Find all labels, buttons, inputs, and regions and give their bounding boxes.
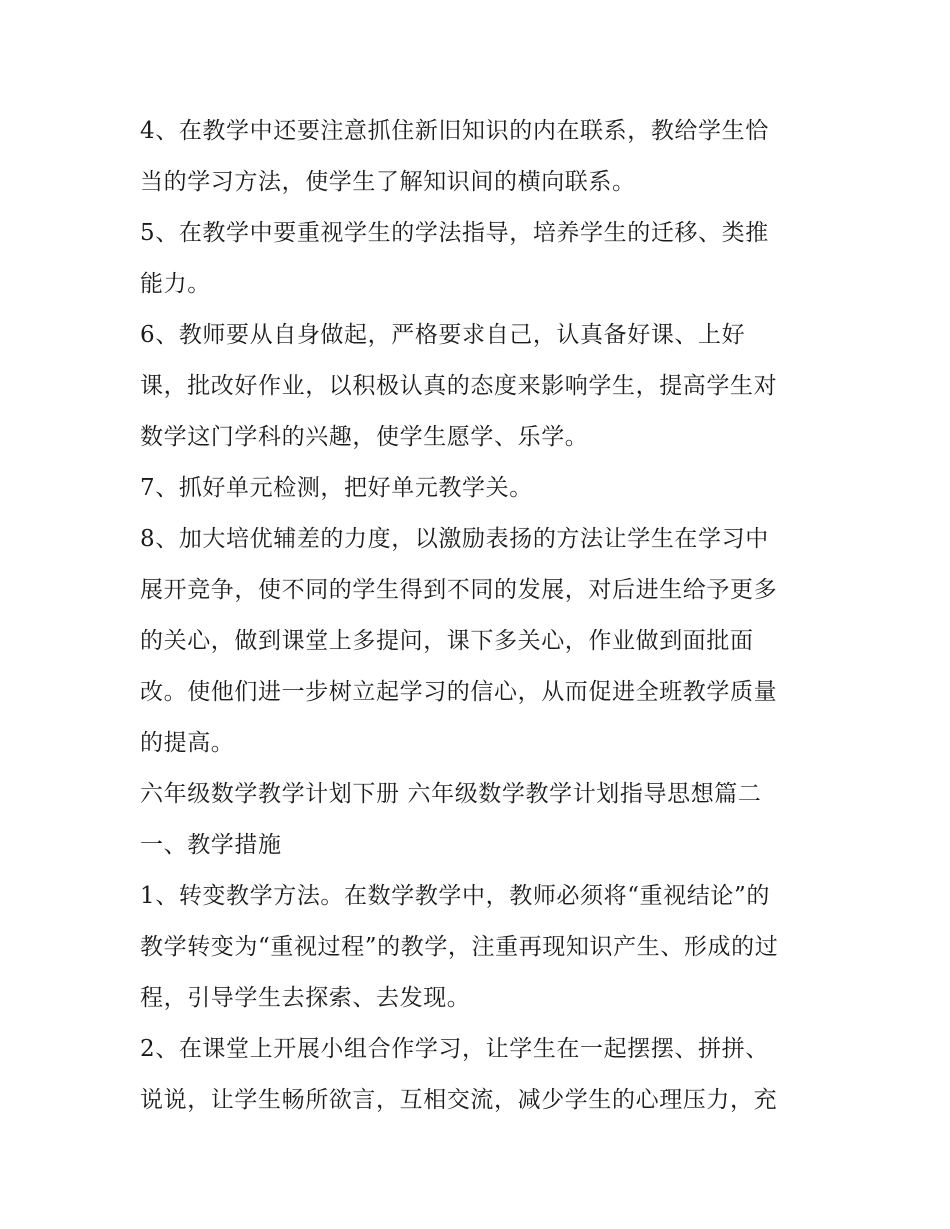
text-line: 6、教师要从自身做起，严格要求自己，认真备好课、上好 <box>140 322 746 348</box>
text-line: 数学这门学科的兴趣，使学生愿学、乐学。 <box>140 424 589 450</box>
document-body <box>140 106 820 1126</box>
text-line: 改。使他们进一步树立起学习的信心，从而促进全班教学质量 <box>140 679 778 705</box>
text-line: 当的学习方法，使学生了解知识间的横向联系。 <box>140 169 636 195</box>
text-line: 说说，让学生畅所欲言，互相交流，减少学生的心理压力，充 <box>140 1087 778 1113</box>
text-line: 的提高。 <box>140 730 235 756</box>
text-line: 程，引导学生去探索、去发现。 <box>140 985 471 1011</box>
text-line: 的关心，做到课堂上多提问，课下多关心，作业做到面批面 <box>140 628 754 654</box>
text-line: 5、在教学中要重视学生的学法指导，培养学生的迁移、类推 <box>140 220 769 246</box>
text-line: 展开竞争，使不同的学生得到不同的发展，对后进生给予更多 <box>140 577 778 603</box>
text-line: 1、转变教学方法。在数学教学中，教师必须将“重视结论”的 <box>140 883 770 909</box>
section-heading: 六年级数学教学计划下册 六年级数学教学计划指导思想篇二 <box>140 781 762 807</box>
text-line: 课，批改好作业，以积极认真的态度来影响学生，提高学生对 <box>140 373 778 399</box>
text-line: 7、抓好单元检测，把好单元教学关。 <box>140 475 533 501</box>
text-line: 4、在教学中还要注意抓住新旧知识的内在联系，教给学生恰 <box>140 118 769 144</box>
text-line: 2、在课堂上开展小组合作学习，让学生在一起摆摆、拼拼、 <box>140 1036 769 1062</box>
subsection-heading: 一、教学措施 <box>140 832 282 858</box>
text-line: 8、加大培优辅差的力度，以激励表扬的方法让学生在学习中 <box>140 526 769 552</box>
text-line: 教学转变为“重视过程”的教学，注重再现知识产生、形成的过 <box>140 934 779 960</box>
text-line: 能力。 <box>140 271 211 297</box>
